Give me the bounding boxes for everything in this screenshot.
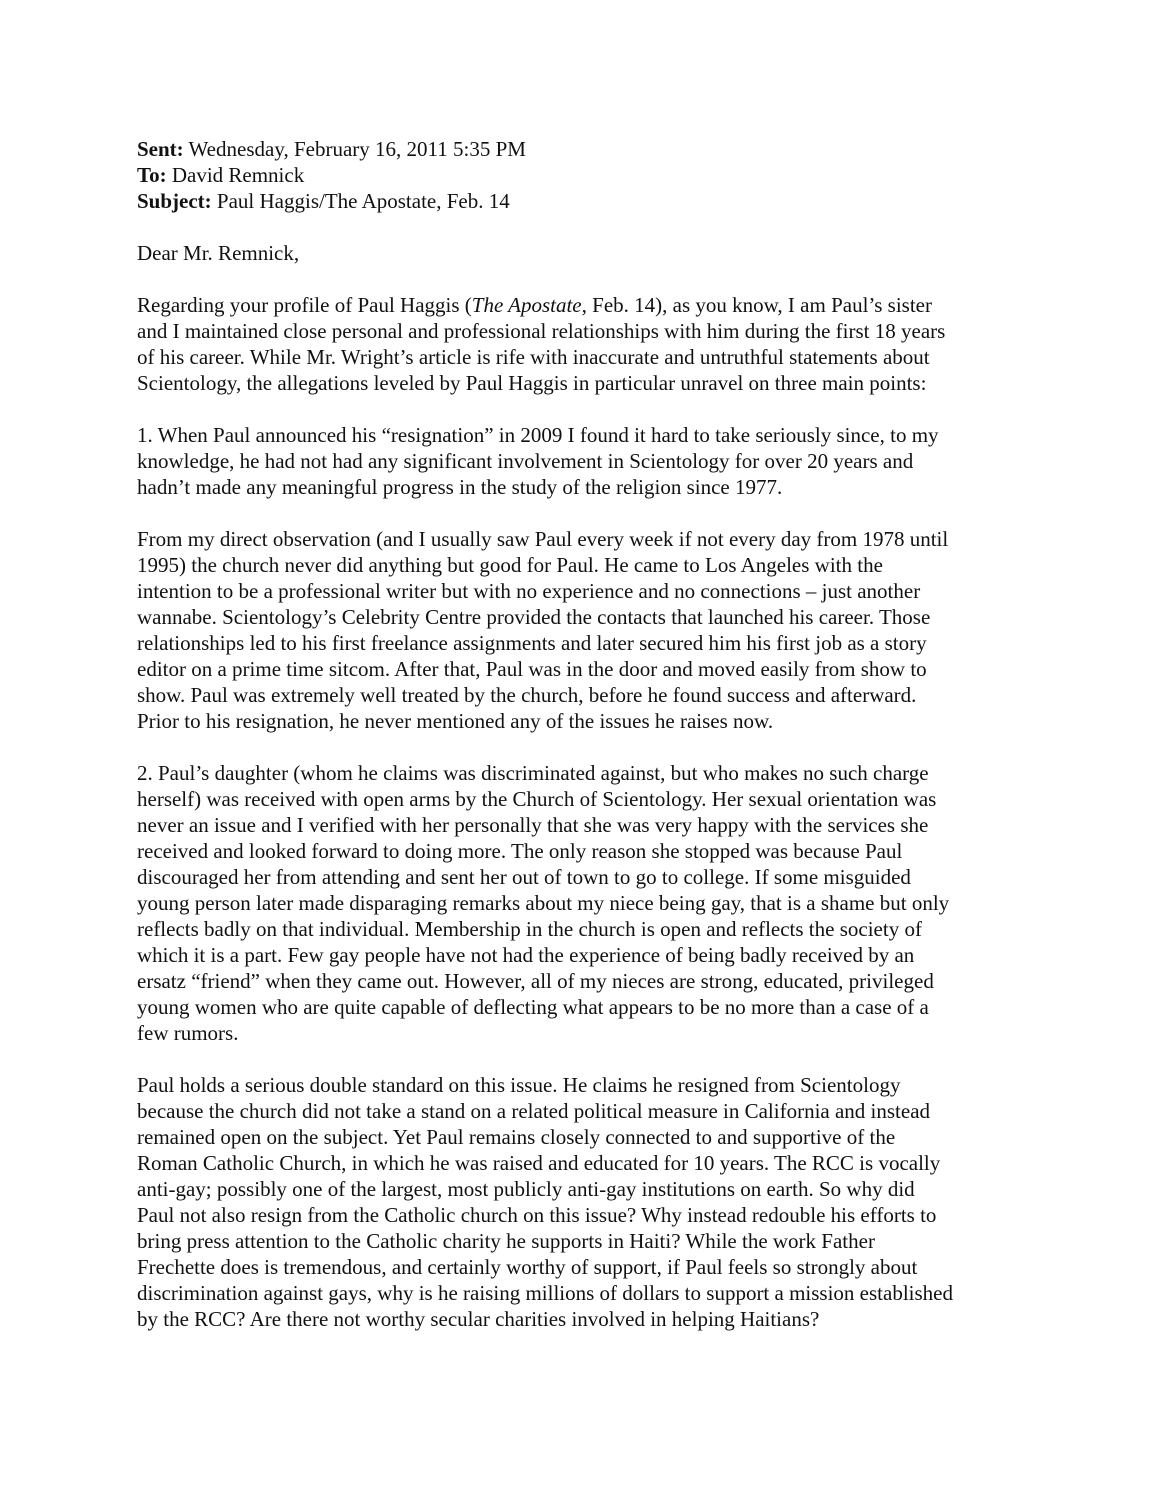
paragraph-line: reflects badly on that individual. Membership in the church is open and reflects the society of (137, 917, 922, 941)
paragraph-line: 1. When Paul announced his “resignation” in 2009 I found it hard to take seriously since, to my (137, 423, 939, 447)
paragraph-line: young women who are quite capable of deflecting what appears to be no more than a case of a (137, 995, 929, 1019)
subject-value: Paul Haggis/The Apostate, Feb. 14 (211, 189, 510, 213)
intro-line-1-a: Regarding your profile of Paul Haggis ( (137, 293, 472, 317)
paragraph-line: Prior to his resignation, he never mentioned any of the issues he raises now. (137, 709, 774, 733)
article-title: The Apostate (471, 293, 582, 317)
paragraph-line: Paul not also resign from the Catholic church on this issue? Why instead redouble his efforts to (137, 1203, 937, 1227)
sent-value: Wednesday, February 16, 2011 5:35 PM (183, 137, 526, 161)
intro-line-4: Scientology, the allegations leveled by Paul Haggis in particular unravel on three main points: (137, 371, 927, 395)
paragraph-line: bring press attention to the Catholic charity he supports in Haiti? While the work Father (137, 1229, 875, 1253)
paragraph-line: 1995) the church never did anything but good for Paul. He came to Los Angeles with the (137, 553, 883, 577)
paragraph-line: remained open on the subject. Yet Paul remains closely connected to and supportive of the (137, 1125, 896, 1149)
paragraph-line: because the church did not take a stand on a related political measure in California and instead (137, 1099, 931, 1123)
paragraph-line: knowledge, he had not had any significant involvement in Scientology for over 20 years and (137, 449, 914, 473)
intro-line-1-b: , Feb. 14), as you know, I am Paul’s sister (581, 293, 932, 317)
paragraph-line: never an issue and I verified with her personally that she was very happy with the services she (137, 813, 929, 837)
paragraph-line: intention to be a professional writer but with no experience and no connections – just another (137, 579, 921, 603)
paragraph-line: Roman Catholic Church, in which he was raised and educated for 10 years. The RCC is vocally (137, 1151, 941, 1175)
paragraph-line: From my direct observation (and I usually saw Paul every week if not every day from 1978 until (137, 527, 949, 551)
paragraph-line: by the RCC? Are there not worthy secular charities involved in helping Haitians? (137, 1307, 820, 1331)
sent-label: Sent: (137, 137, 184, 161)
paragraph-line: Frechette does is tremendous, and certainly worthy of support, if Paul feels so strongly about (137, 1255, 918, 1279)
paragraph-line: young person later made disparaging remarks about my niece being gay, that is a shame but only (137, 891, 950, 915)
paragraph-line: editor on a prime time sitcom. After that, Paul was in the door and moved easily from show to (137, 657, 927, 681)
body-paragraph (137, 422, 1037, 500)
intro-line-2: and I maintained close personal and professional relationships with him during the first 18 years (137, 319, 946, 343)
paragraph-line: few rumors. (137, 1021, 239, 1045)
paragraph-line: relationships led to his first freelance assignments and later secured him his first job as a story (137, 631, 927, 655)
paragraph-line: discrimination against gays, why is he raising millions of dollars to support a mission established (137, 1281, 953, 1305)
intro-line-1 (137, 292, 1037, 318)
intro-line-3: of his career. While Mr. Wright’s article is rife with inaccurate and untruthful statements about (137, 345, 930, 369)
body-paragraph (137, 526, 1037, 734)
paragraph-line: 2. Paul’s daughter (whom he claims was discriminated against, but who makes no such charge (137, 761, 929, 785)
sent-line (137, 136, 1037, 162)
to-label: To: (137, 163, 167, 187)
paragraph-line: discouraged her from attending and sent her out of town to go to college. If some misguided (137, 865, 911, 889)
paragraph-line: ersatz “friend” when they came out. However, all of my nieces are strong, educated, privileged (137, 969, 934, 993)
paragraph-line: show. Paul was extremely well treated by the church, before he found success and afterward. (137, 683, 917, 707)
paragraph-line: wannabe. Scientology’s Celebrity Centre provided the contacts that launched his career. Those (137, 605, 931, 629)
body-paragraph (137, 1072, 1037, 1332)
body-paragraph (137, 760, 1037, 1046)
intro-paragraph (137, 292, 1037, 396)
paragraph-line: Paul holds a serious double standard on this issue. He claims he resigned from Scientology (137, 1073, 901, 1097)
subject-label: Subject: (137, 189, 212, 213)
to-value: David Remnick (166, 163, 305, 187)
body-paragraphs (137, 422, 1037, 1332)
letter-page (137, 136, 1037, 1332)
paragraph-line: herself) was received with open arms by the Church of Scientology. Her sexual orientation was (137, 787, 937, 811)
paragraph-line: hadn’t made any meaningful progress in the study of the religion since 1977. (137, 475, 783, 499)
greeting: Dear Mr. Remnick, (137, 241, 300, 265)
subject-line (137, 188, 1037, 214)
paragraph-line: which it is a part. Few gay people have not had the experience of being badly received by an (137, 943, 915, 967)
paragraph-line: received and looked forward to doing more. The only reason she stopped was because Paul (137, 839, 903, 863)
to-line (137, 162, 1037, 188)
paragraph-line: anti-gay; possibly one of the largest, most publicly anti-gay institutions on earth. So why did (137, 1177, 915, 1201)
